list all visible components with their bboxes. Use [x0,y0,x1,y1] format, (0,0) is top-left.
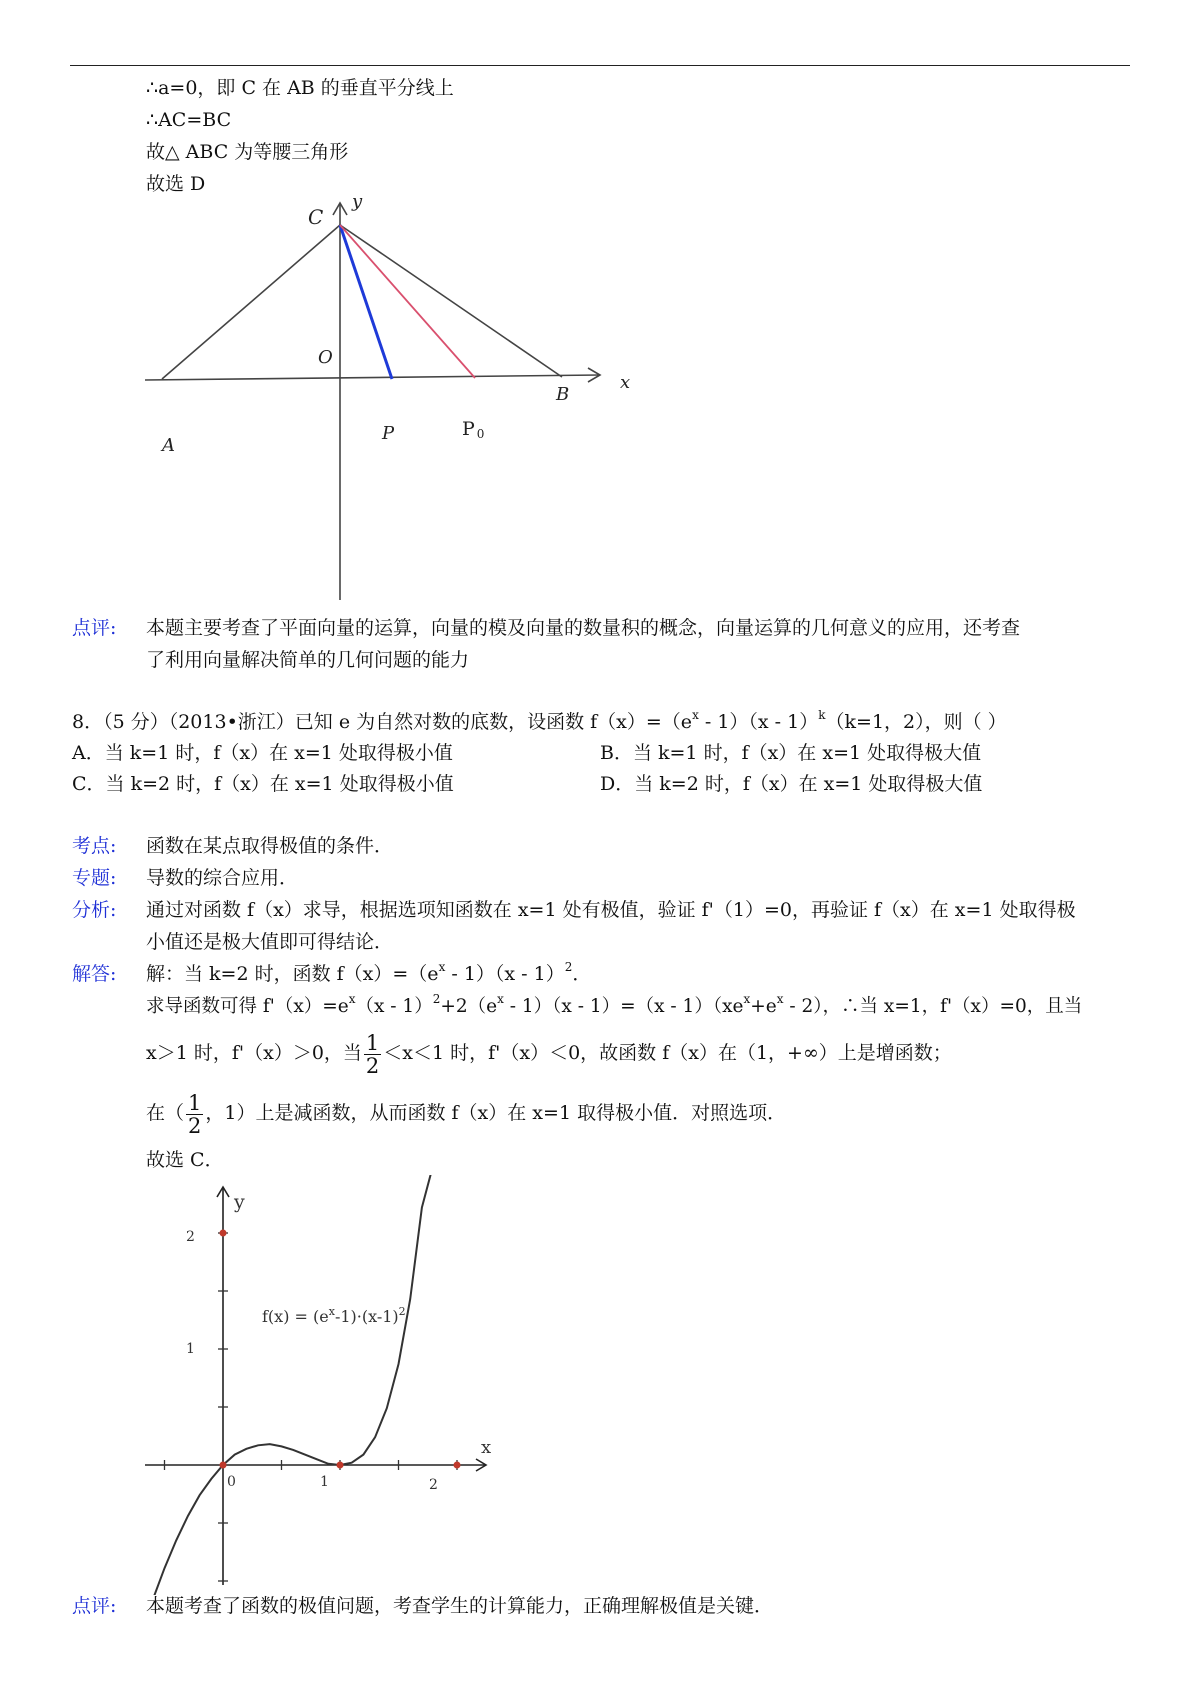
comment2-label: 点评: [72,1595,117,1617]
comment2-text: 本题考查了函数的极值问题，考查学生的计算能力，正确理解极值是关键． [146,1595,774,1617]
label-B: B [556,384,570,405]
jieda-2b: （x - 1） [355,996,433,1017]
jieda-line-5: 故选 C． [146,1149,224,1171]
jieda-1c: ． [572,963,592,985]
fraction-numerator-2: 1 [188,1090,202,1115]
fraction-numerator: 1 [365,1030,380,1055]
jieda-1b: - 1）（x - 1） [445,963,565,985]
option-D: D．当 k=2 时，f（x）在 x=1 处取得极大值 [600,773,983,795]
label-P0-main: P [462,418,475,440]
q8-stem-sup1: x [692,708,699,722]
jieda-4b: ，1）上是减函数，从而函数 f（x）在 x=1 取得极小值．对照选项． [205,1102,787,1124]
x-axis [145,375,600,380]
jieda-2-sup4: x [743,992,751,1006]
segment-CA [162,225,340,379]
header-rule [70,65,1130,66]
formula-sup2: 2 [398,1305,406,1318]
segment-CP [340,225,392,379]
marked-point [337,1462,344,1469]
label-x: x [620,372,631,393]
jieda-2-sup2: 2 [432,992,441,1006]
jieda-3a: x＞1 时，f'（x）＞0，当 [146,1042,362,1064]
label-C: C [308,205,324,229]
q8-stem-a: 8．（5 分）（2013•浙江）已知 e 为自然对数的底数，设函数 f（x）=（e [72,711,693,733]
jieda-2f: - 2），∴当 x=1，f'（x）=0，且当 [783,996,1083,1017]
kaodian-label: 考点: [72,835,117,857]
q8-stem-c: （k=1，2），则（ ） [825,711,1007,733]
comment1-line-1: 本题主要考查了平面向量的运算，向量的模及向量的数量积的概念，向量运算的几何意义的应用，还考查 [146,617,1021,639]
solution-line-4: 故选 D [146,173,206,195]
formula-b: -1)·(x-1) [334,1307,399,1326]
label-P0 [462,418,484,441]
jieda-1a: 解：当 k=2 时，函数 f（x）=（e [146,963,439,985]
jieda-2d: - 1）（x - 1）=（x - 1）（xe [503,996,744,1017]
jieda-1-sup2: 2 [564,960,573,974]
segment-CP0 [340,225,475,378]
tick-label-x1: 1 [320,1474,329,1490]
solution-line-3: 故△ ABC 为等腰三角形 [146,141,349,163]
option-C: C．当 k=2 时，f（x）在 x=1 处取得极小值 [72,773,454,795]
label-P0-sub: 0 [476,427,485,441]
tick-label-x2: 2 [429,1477,438,1493]
marked-point [220,1462,227,1469]
solution-line-2: ∴AC=BC [146,109,232,131]
jieda-1-sup1: x [438,960,446,974]
marked-point [220,1230,227,1237]
label-A: A [162,435,175,456]
label-O: O [318,347,333,368]
jieda-label: 解答: [72,963,117,985]
q8-stem-sup2: k [818,708,826,722]
marked-point [454,1462,461,1469]
fenxi-label: 分析: [72,899,117,921]
jieda-line-1 [146,962,591,986]
fraction-one-half-2 [186,1092,203,1137]
jieda-4a: 在（ [146,1102,185,1124]
comment1-line-2: 了利用向量解决简单的几何问题的能力 [146,649,470,671]
formula-sup1: x [328,1305,335,1318]
segment-CB [340,225,562,377]
kaodian-text: 函数在某点取得极值的条件． [146,835,394,857]
label-P: P [382,423,395,444]
fenxi-line-1: 通过对函数 f（x）求导，根据选项知函数在 x=1 处有极值，验证 f'（1）=0，再验证 f（x）在 x=1 处取得极 [146,899,1076,921]
fraction-denominator: 2 [365,1053,380,1078]
label-y: y [352,195,363,212]
fraction-denominator-2: 2 [188,1113,202,1138]
tick-label-y1: 1 [186,1341,195,1357]
jieda-2e: +e [750,996,777,1017]
fraction-one-half [364,1032,381,1077]
solution-line-1: ∴a=0，即 C 在 AB 的垂直平分线上 [146,77,454,99]
tick-label-x0: 0 [227,1474,236,1490]
q8-stem-b: - 1）（x - 1） [698,711,819,733]
jieda-3b: ＜x＜1 时，f'（x）＜0，故函数 f（x）在（1，+∞）上是增函数； [383,1042,952,1064]
jieda-line-3 [146,1026,952,1080]
fenxi-line-2: 小值还是极大值即可得结论． [146,931,394,953]
graph-formula [262,1305,406,1326]
comment1-label: 点评: [72,617,117,639]
option-B: B．当 k=1 时，f（x）在 x=1 处取得极大值 [600,742,982,764]
zhuanti-label: 专题: [72,867,117,889]
jieda-2-sup3: x [497,992,504,1006]
graph-y-label: y [234,1191,245,1213]
jieda-2c: +2（e [440,996,498,1017]
function-graph [140,1175,520,1595]
tick-label-y2: 2 [186,1229,195,1245]
jieda-line-2 [146,992,1083,1019]
option-A: A．当 k=1 时，f（x）在 x=1 处取得极小值 [72,742,453,764]
graph-x-label: x [481,1437,492,1458]
jieda-line-4 [146,1086,786,1140]
jieda-2a: 求导函数可得 f'（x）=e [146,996,349,1017]
triangle-figure [130,195,650,615]
jieda-2-sup1: x [348,992,356,1006]
question8-stem [72,710,1007,734]
formula-a: f(x) = (e [262,1307,329,1326]
zhuanti-text: 导数的综合应用． [146,867,299,889]
jieda-2-sup5: x [776,992,784,1006]
